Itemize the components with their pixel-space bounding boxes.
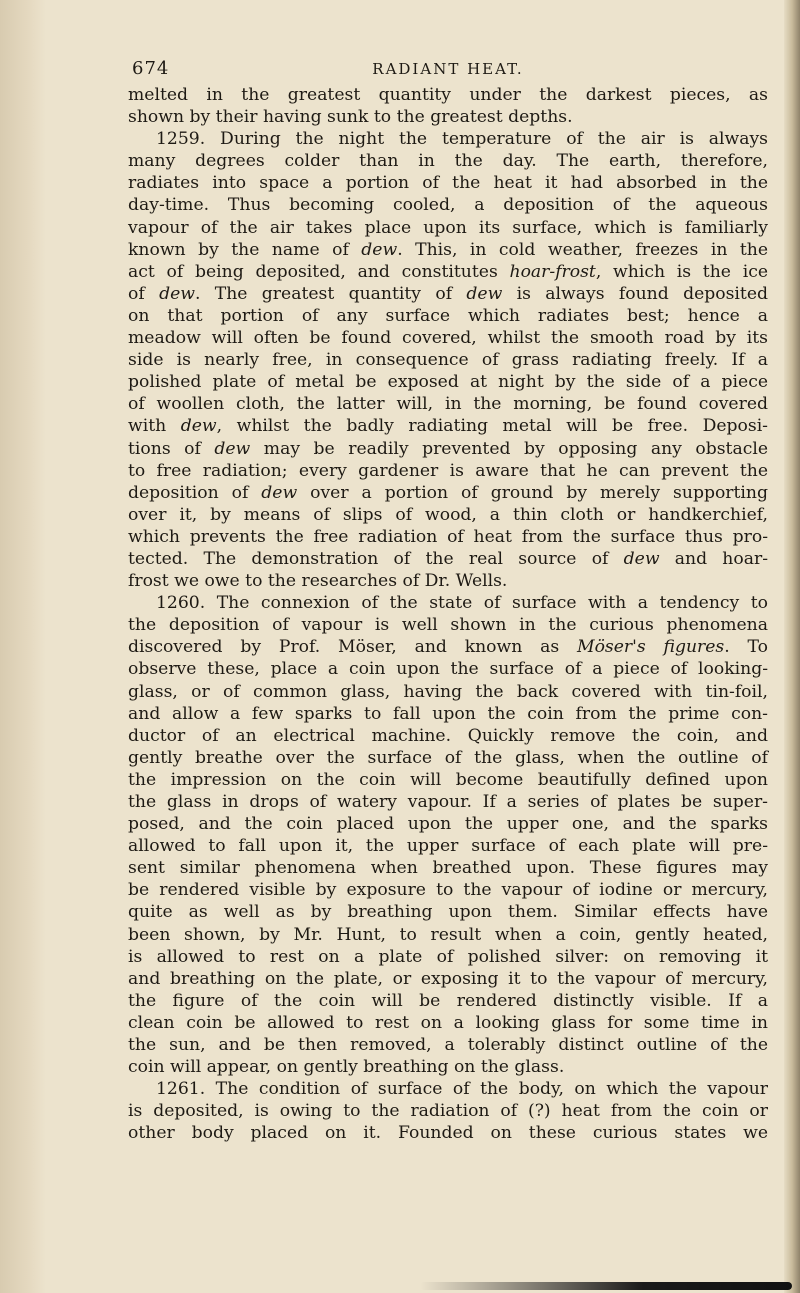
text-line: glass, or of common glass, having the back covered with tin-foil, xyxy=(128,681,768,702)
text-line: other body placed on it. Founded on these curious states we xyxy=(128,1123,768,1144)
text-line: the sun, and be then removed, a tolerably distinct outline of the xyxy=(128,1035,768,1056)
text-line: and breathing on the plate, or exposing it to the vapour of mercury, xyxy=(128,968,768,989)
text-line: is deposited, is owing to the radiation of (?) heat from the coin or xyxy=(128,1101,768,1122)
italic-term: dew xyxy=(466,283,503,304)
text-line: clean coin be allowed to rest on a looking glass for some time in xyxy=(128,1012,768,1033)
text-line: many degrees colder than in the day. The earth, therefore, xyxy=(128,151,768,172)
text-line: posed, and the coin placed upon the upper one, and the sparks xyxy=(128,814,768,835)
text-line: day-time. Thus becoming cooled, a deposition of the aqueous xyxy=(128,195,768,216)
text-line: 1261. The condition of surface of the body, on which the vapour xyxy=(156,1079,768,1100)
page-right-edge-shadow xyxy=(784,0,800,1293)
book-page xyxy=(128,58,768,1145)
running-title: RADIANT HEAT. xyxy=(372,60,524,78)
text-line: ductor of an electrical machine. Quickly remove the coin, and xyxy=(128,725,768,746)
italic-term: dew xyxy=(214,438,251,459)
italic-term: dew xyxy=(261,482,298,503)
text-line: be rendered visible by exposure to the vapour of iodine or mercury, xyxy=(128,880,768,901)
text-line: tected. The demonstration of the real source of dew and hoar- xyxy=(128,548,768,569)
text-line: side is nearly free, in consequence of grass radiating freely. If a xyxy=(128,350,768,371)
italic-term: dew xyxy=(159,283,195,304)
text-line: vapour of the air takes place upon its surface, which is familiarly xyxy=(128,217,768,238)
text-line: meadow will often be found covered, whilst the smooth road by its xyxy=(128,328,768,349)
text-line: melted in the greatest quantity under the darkest pieces, as xyxy=(128,85,768,105)
text-line: over it, by means of slips of wood, a thin cloth or handkerchief, xyxy=(128,504,768,525)
text-line: act of being deposited, and constitutes hoar-frost, which is the ice xyxy=(128,261,768,282)
text-line: deposition of dew over a portion of ground by merely supporting xyxy=(128,482,768,503)
text-line: tions of dew may be readily prevented by opposing any obstacle xyxy=(128,438,768,459)
text-line: the figure of the coin will be rendered distinctly visible. If a xyxy=(128,990,768,1011)
italic-term: dew xyxy=(180,416,217,437)
text-line: been shown, by Mr. Hunt, to result when a coin, gently heated, xyxy=(128,924,768,945)
text-line: coin will appear, on gently breathing on the glass. xyxy=(128,1057,565,1078)
text-line: of dew. The greatest quantity of dew is always found deposited xyxy=(128,283,768,304)
italic-term: Möser's figures xyxy=(576,637,725,658)
text-line: radiates into space a portion of the heat it had absorbed in the xyxy=(128,173,768,194)
text-line: quite as well as by breathing upon them. Similar effects have xyxy=(128,902,768,923)
bottom-edge-mark xyxy=(420,1282,792,1290)
text-line: shown by their having sunk to the greatest depths. xyxy=(128,107,573,128)
text-line: with dew, whilst the badly radiating metal will be free. Deposi- xyxy=(128,416,768,437)
text-line: frost we owe to the researches of Dr. Wells. xyxy=(128,571,508,592)
text-line: observe these, place a coin upon the surface of a piece of looking- xyxy=(128,659,768,680)
text-line: the impression on the coin will become beautifully defined upon xyxy=(128,769,768,790)
text-line: the deposition of vapour is well shown in the curious phenomena xyxy=(128,615,768,636)
text-line: 1260. The connexion of the state of surface with a tendency to xyxy=(156,593,768,614)
text-line: of woollen cloth, the latter will, in the morning, be found covered xyxy=(128,394,768,415)
text-line: polished plate of metal be exposed at night by the side of a piece xyxy=(128,372,768,393)
body-text xyxy=(128,84,768,1145)
page-number: 674 xyxy=(132,58,170,79)
text-line: gently breathe over the surface of the glass, when the outline of xyxy=(128,747,768,768)
text-line: which prevents the free radiation of heat from the surface thus pro- xyxy=(128,526,768,547)
italic-term: dew xyxy=(623,548,660,569)
running-head xyxy=(128,58,768,84)
text-line: is allowed to rest on a plate of polished silver: on removing it xyxy=(128,946,768,967)
text-line: 1259. During the night the temperature of the air is always xyxy=(156,129,768,150)
text-line: discovered by Prof. Möser, and known as Möser's figures. To xyxy=(128,637,768,658)
text-line: on that portion of any surface which radiates best; hence a xyxy=(128,305,768,326)
text-line: known by the name of dew. This, in cold weather, freezes in the xyxy=(128,239,768,260)
text-line: allowed to fall upon it, the upper surface of each plate will pre- xyxy=(128,836,768,857)
italic-term: dew xyxy=(361,239,398,260)
text-line: to free radiation; every gardener is aware that he can prevent the xyxy=(128,460,768,481)
text-line: sent similar phenomena when breathed upon. These figures may xyxy=(128,858,768,879)
text-line: and allow a few sparks to fall upon the coin from the prime con- xyxy=(128,703,768,724)
italic-term: hoar-frost xyxy=(509,261,596,282)
page-left-margin-shadow xyxy=(0,0,46,1293)
text-line: the glass in drops of watery vapour. If a series of plates be super- xyxy=(128,792,768,812)
